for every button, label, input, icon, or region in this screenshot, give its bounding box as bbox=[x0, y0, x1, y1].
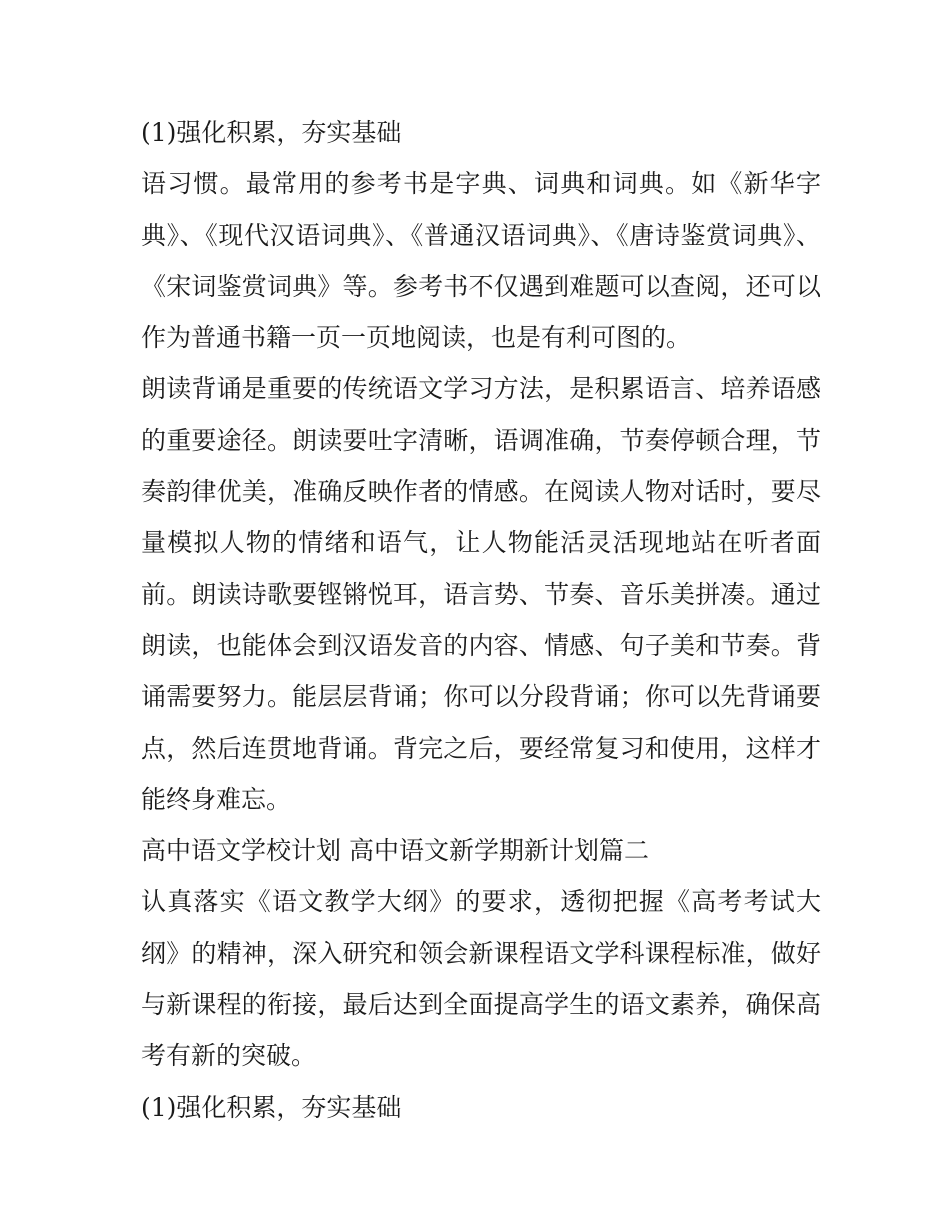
paragraph-reading-recitation: 朗读背诵是重要的传统语文学习方法，是积累语言、培养语感的重要途径。朗读要吐字清晰，语调准确，节奏停顿合理，节奏韵律优美，准确反映作者的情感。在阅读人物对话时，要尽量模拟人物的情绪和语气，让人物能活灵活现地站在听者面前。朗读诗歌要铿锵悦耳，语言势、节奏、音乐美拼凑。通过朗读，也能体会到汉语发音的内容、情感、句子美和节奏。背诵需要努力。能层层背诵；你可以分段背诵；你可以先背诵要点，然后连贯地背诵。背完之后，要经常复习和使用，这样才能终身难忘。 bbox=[141, 374, 821, 814]
document-body bbox=[141, 107, 821, 1133]
section-heading-strengthen-accumulation-repeat: (1)强化积累，夯实基础 bbox=[141, 1092, 402, 1122]
document-subtitle: 高中语文学校计划 高中语文新学期新计划篇二 bbox=[141, 836, 649, 866]
paragraph-reference-books: 语习惯。最常用的参考书是字典、词典和词典。如《新华字典》、《现代汉语词典》、《普通汉语词典》、《唐诗鉴赏词典》、《宋词鉴赏词典》等。参考书不仅遇到难题可以查阅，还可以作为普通书籍一页一页地阅读，也是有利可图的。 bbox=[141, 169, 821, 353]
section-heading-strengthen-accumulation: (1)强化积累，夯实基础 bbox=[141, 118, 402, 147]
paragraph-teaching-outline: 认真落实《语文教学大纲》的要求，透彻把握《高考考试大纲》的精神，深入研究和领会新课程语文学科课程标准，做好与新课程的衔接，最后达到全面提高学生的语文素养，确保高考有新的突破。 bbox=[141, 887, 821, 1071]
